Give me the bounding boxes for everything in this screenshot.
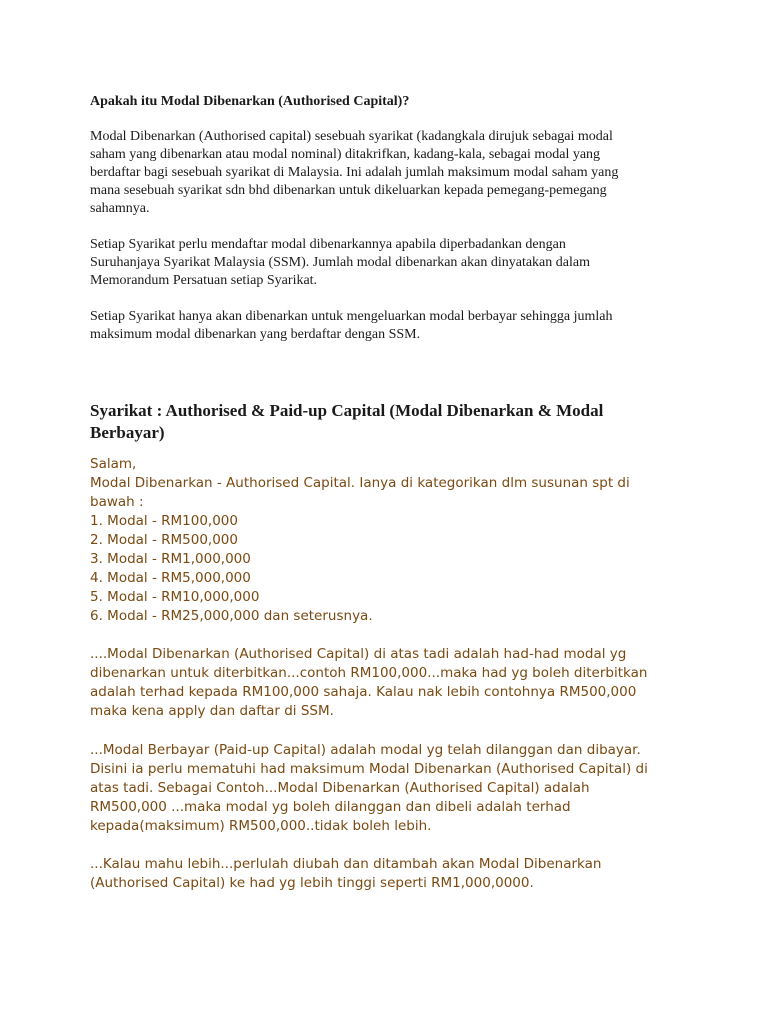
text-line: Suruhanjaya Syarikat Malaysia (SSM). Jumlah modal dibenarkan akan dinyatakan dalam: [90, 255, 590, 270]
text-line: maka kena apply dan daftar di SSM.: [90, 703, 334, 719]
list-item: 2. Modal - RM500,000: [90, 532, 238, 548]
article-paragraph-1: [90, 128, 690, 218]
text-line: sahamnya.: [90, 201, 150, 216]
text-line: Memorandum Persatuan setiap Syarikat.: [90, 273, 318, 288]
text-line: ...Kalau mahu lebih...perlulah diubah dan ditambah akan Modal Dibenarkan: [90, 856, 602, 872]
article-paragraph-3: [90, 308, 690, 344]
text-line: ...Modal Berbayar (Paid-up Capital) adalah modal yg telah dilanggan dan dibayar.: [90, 742, 641, 758]
text-line: maksimum modal dibenarkan yang berdaftar dengan SSM.: [90, 327, 421, 342]
heading-line: Syarikat : Authorised & Paid-up Capital (Modal Dibenarkan & Modal: [90, 401, 604, 420]
text-line: dibenarkan untuk diterbitkan...contoh RM100,000...maka had yg boleh diterbitkan: [90, 665, 648, 681]
body-paragraph-3: [90, 855, 660, 893]
greeting-line: Salam,: [90, 456, 137, 472]
heading-line: Berbayar): [90, 423, 165, 442]
text-line: Setiap Syarikat perlu mendaftar modal dibenarkannya apabila diperbadankan dengan: [90, 237, 566, 252]
list-item: 6. Modal - RM25,000,000 dan seterusnya.: [90, 608, 373, 624]
greeting-block: [90, 455, 660, 512]
body-paragraph-1: [90, 645, 660, 721]
text-line: mana sesebuah syarikat sdn bhd dibenarkan untuk dikeluarkan kepada pemegang-pemegang: [90, 183, 607, 198]
text-line: atas tadi. Sebagai Contoh...Modal Dibenarkan (Authorised Capital) adalah: [90, 780, 590, 796]
text-line: kepada(maksimum) RM500,000..tidak boleh lebih.: [90, 818, 432, 834]
article-paragraph-2: [90, 236, 690, 290]
greeting-line: bawah :: [90, 494, 144, 510]
text-line: Setiap Syarikat hanya akan dibenarkan untuk mengeluarkan modal berbayar sehingga jumlah: [90, 309, 613, 324]
list-item: 1. Modal - RM100,000: [90, 513, 238, 529]
text-line: Modal Dibenarkan (Authorised capital) sesebuah syarikat (kadangkala dirujuk sebagai modal: [90, 129, 613, 144]
greeting-line: Modal Dibenarkan - Authorised Capital. Ianya di kategorikan dlm susunan spt di: [90, 475, 630, 491]
text-line: Disini ia perlu mematuhi had maksimum Modal Dibenarkan (Authorised Capital) di: [90, 761, 648, 777]
capital-list: [90, 512, 660, 626]
text-line: RM500,000 ...maka modal yg boleh dilanggan dan dibeli adalah terhad: [90, 799, 571, 815]
body-paragraph-2: [90, 741, 660, 836]
text-line: berdaftar bagi sesebuah syarikat di Malaysia. Ini adalah jumlah maksimum modal saham yang: [90, 165, 619, 180]
list-item: 5. Modal - RM10,000,000: [90, 589, 260, 605]
article-title: Apakah itu Modal Dibenarkan (Authorised Capital)?: [90, 94, 410, 109]
list-item: 3. Modal - RM1,000,000: [90, 551, 251, 567]
text-line: ....Modal Dibenarkan (Authorised Capital) di atas tadi adalah had-had modal yg: [90, 646, 627, 662]
list-item: 4. Modal - RM5,000,000: [90, 570, 251, 586]
text-line: adalah terhad kepada RM100,000 sahaja. Kalau nak lebih contohnya RM500,000: [90, 684, 637, 700]
text-line: (Authorised Capital) ke had yg lebih tinggi seperti RM1,000,0000.: [90, 875, 534, 891]
section-heading: [90, 400, 650, 444]
text-line: saham yang dibenarkan atau modal nominal) ditakrifkan, kadang-kala, sebagai modal yang: [90, 147, 601, 162]
